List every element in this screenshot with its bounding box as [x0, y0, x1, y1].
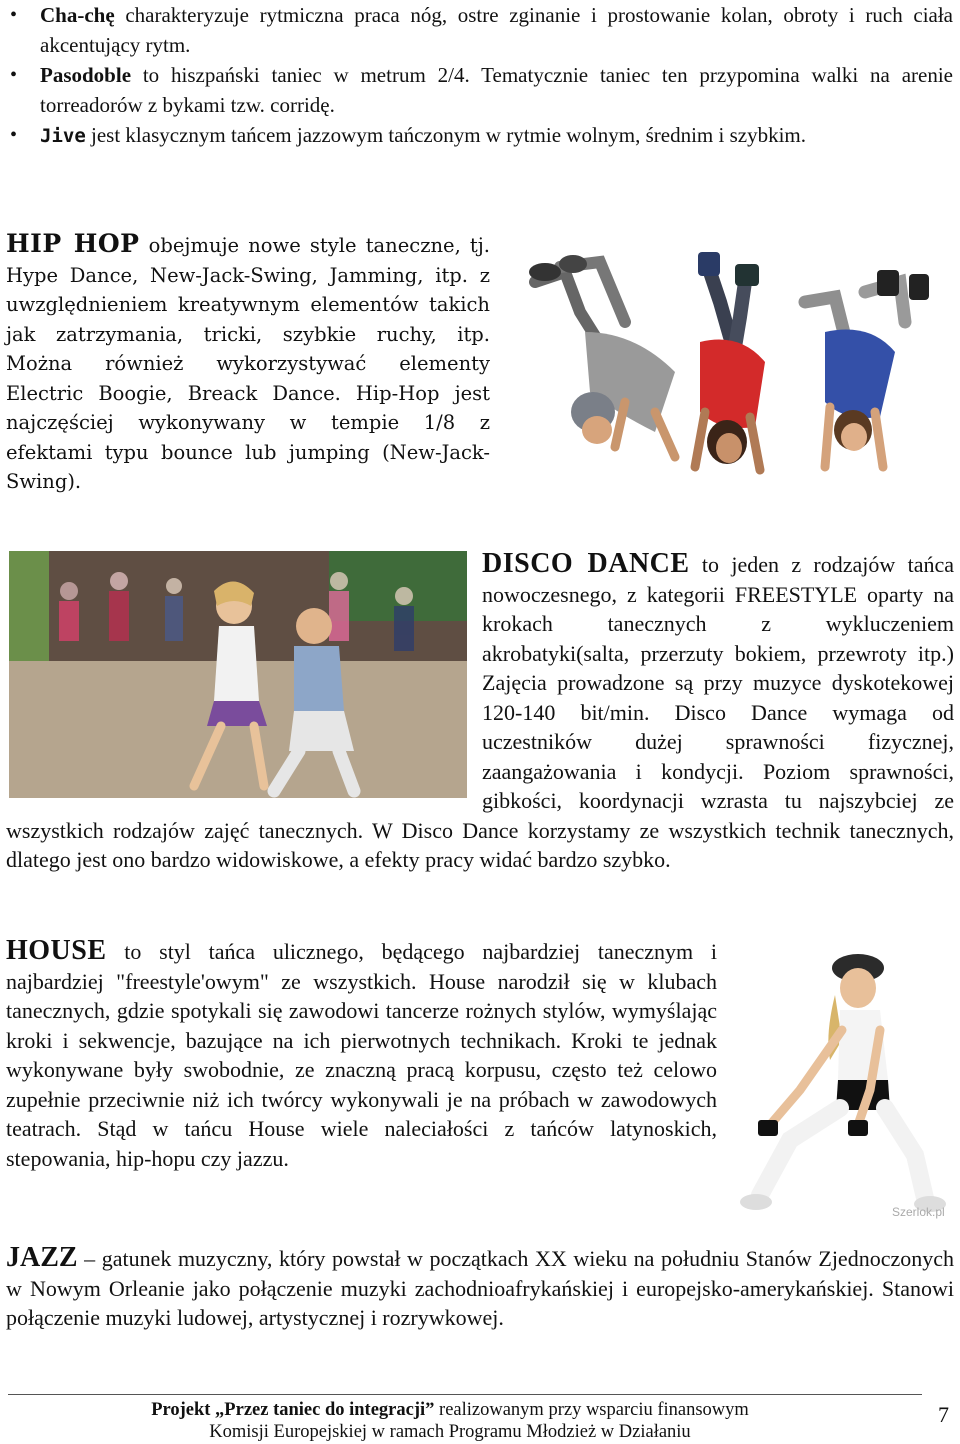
- disco-paragraph: [6, 549, 954, 875]
- photo-watermark: Szerlok.pl: [892, 1205, 945, 1219]
- bullet-text: jest klasycznym tańcem jazzowym tańczonym w rytmie wolnym, średnim i szybkim.: [85, 123, 807, 147]
- house-photo: [730, 940, 958, 1226]
- hiphop-photo: [505, 242, 957, 504]
- disco-heading: DISCO DANCE: [482, 548, 690, 579]
- project-name: Projekt „Przez taniec do integracji”: [151, 1400, 435, 1420]
- footer: [0, 1399, 900, 1443]
- bullet-term: Pasodoble: [40, 63, 132, 87]
- bullet-jive: [8, 120, 953, 151]
- bullet-text: charakteryzuje rytmiczna praca nóg, ostre zginanie i prostowanie kolan, obroty i ruch ciała akcentujący rytm.: [40, 3, 953, 57]
- hiphop-paragraph: [6, 229, 490, 497]
- house-heading: HOUSE: [6, 935, 107, 966]
- footer-divider: [8, 1394, 922, 1395]
- bullet-cha-cha: [8, 0, 953, 60]
- house-paragraph: [6, 936, 717, 1173]
- bullet-pasodoble: [8, 60, 953, 120]
- dancer-red-shirt: [695, 252, 765, 470]
- bullet-term: Cha-chę: [40, 3, 115, 27]
- footer-line-1: [0, 1399, 900, 1421]
- dance-bullet-list: [8, 0, 953, 151]
- jazz-paragraph: [6, 1243, 954, 1333]
- disco-text: to jeden z rodzajów tańca nowoczesnego, z kategorii FREESTYLE oparty na krokach tanecznych z wykluczeniem akrobatyki(salta, przerzuty bokiem, przewroty itp.) Zajęcia prowadzone są przy muzyce dyskotekowej 120-140 bit/min. Disco Dance wymaga od uczestników dużej sprawności fizycznej, zaangażowania i kondycji. Poziom sprawności, gibkości, koordynacji wzrasta tu najszybciej ze wszystkich rodzajów zajęć tanecznych. W Disco Dance korzystamy ze wszystkich technik tanecznych, dlatego jest ono bardzo widowiskowe, a efekty pracy widać bardzo szybko.: [6, 552, 954, 872]
- dancer-grey-shirt: [529, 255, 675, 457]
- jazz-text: – gatunek muzyczny, który powstał w początkach XX wieku na południu Stanów Zjednoczonych w Nowym Orleanie jako połączenie muzyki zachodnioafrykańskiej i europejsko-amerykańskiej. Stanowi połączenie muzyki ludowej, artystycznej i rozrywkowej.: [6, 1246, 954, 1330]
- dancer-blue-shirt: [805, 270, 929, 467]
- bullet-term: Jive: [40, 125, 86, 147]
- house-text: to styl tańca ulicznego, będącego najbardziej tanecznym i najbardziej "freestyle'owym" ze wszystkich. House narodził się w klubach tanecznych, gdzie spotykali się zawodowi tancerze rożnych stylów, wymyślając kroki i sekwencje, bazujące na ich pierwotnych technikach. Kroki te jednak wykonywane były swobodnie, ze znaczną pracą korpusu, często też celowo zupełnie przeciwnie niż ich twórcy wykonywali je na próbach w zawodowych teatrach. Stąd w tańcu House wiele naleciałości z tańców latynoskich, stepowania, hip-hopu czy jazzu.: [6, 939, 717, 1171]
- hiphop-text: obejmuje nowe style taneczne, tj. Hype Dance, New-Jack-Swing, Jamming, itp. z uwzględnieniem kreatywnym elementów takich jak zatrzymania, tricki, szybkie ruchy, itp. Można również wykorzystywać elementy Electric Boogie, Breack Dance. Hip-Hop jest najczęściej wykonywany w tempie 1/8 z efektami typu bounce lub jumping (New-Jack-Swing).: [6, 234, 491, 493]
- hiphop-heading: HIP HOP: [6, 229, 140, 258]
- disco-photo-spacer: [6, 549, 482, 799]
- footer-line-2: Komisji Europejskiej w ramach Programu Młodzież w Działaniu: [209, 1422, 691, 1442]
- page-number: 7: [938, 1402, 949, 1427]
- bullet-text: to hiszpański taniec w metrum 2/4. Tematycznie taniec ten przypomina walki na arenie torreadorów z bykami tzw. corridę.: [40, 63, 953, 117]
- jazz-heading: JAZZ: [6, 1242, 78, 1273]
- footer-line-1-rest: realizowanym przy wsparciu finansowym: [434, 1400, 749, 1420]
